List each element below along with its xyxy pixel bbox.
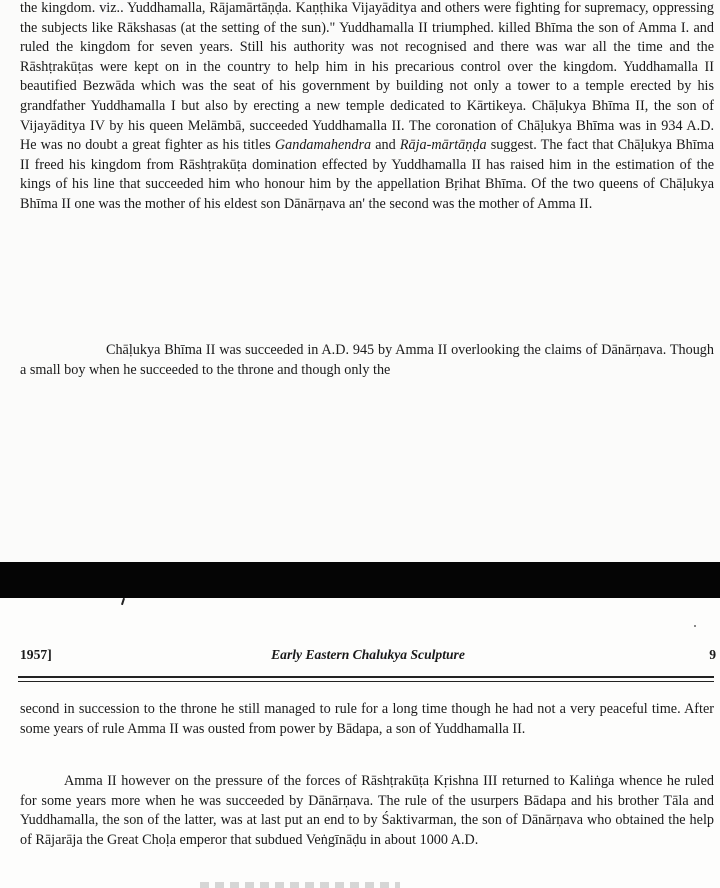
title-rajamartanda: Rāja-mārtāṇḍa bbox=[399, 137, 487, 154]
header-running-title: Early Eastern Chalukya Sculpture bbox=[271, 647, 465, 662]
lower-paragraph-2 bbox=[20, 772, 714, 850]
upper-paragraph-1 bbox=[20, 0, 714, 215]
lower-paragraph-1 bbox=[20, 700, 714, 739]
scan-speck-dot bbox=[694, 625, 696, 627]
scan-gap-band bbox=[0, 562, 720, 598]
upper-paragraph-1-text bbox=[20, 0, 714, 215]
upper-paragraph-2 bbox=[20, 341, 714, 380]
header-rule-thin bbox=[18, 681, 714, 682]
cut-off-next-line bbox=[200, 882, 400, 888]
header-rule-thick bbox=[18, 676, 714, 678]
lower-paragraph-2-text: Amma II however on the pressure of the forces of Rāshṭrakūṭa Kṛishna III returned to Kaliṅga whence he ruled for some years more when he was succeeded by Dānārṇava. The rule of the usurpers Bādapa and his brother Tāla and Yuddhamalla, the son of the latter, was at last put an end to by Śaktivarman, the son of Dānārṇava who obtained the help of Rājarāja the Great Choḷa emperor that subdued Veṅgīnāḍu in about 1000 A.D. bbox=[20, 773, 714, 848]
header-year: 1957] bbox=[20, 647, 52, 662]
upper-paragraph-1-body: the kingdom. viz.. Yuddhamalla, Rājamārtāṇḍa. Kaṇṭhika Vijayāditya and others were fighting for supremacy, oppressing the subjects like Rākshasas (at the setting of the sun)." Yuddhamalla II triumphed. killed Bhīma the son of Amma I. and ruled the kingdom for seven years. Still his authority was not recognised and there was war all the time and the Rāshṭrakūṭas were kept on in the country to help him in his precarious control over the kingdom. Yuddhamalla II beautified Bezwāda which was the seat of his government by building not only a tower to a temple erected by his grandfather Yuddhamalla I but also by erecting a new temple dedicated to Kārtikeya. Chāḷukya Bhīma II, the son of Vijayāditya IV by his queen Melāmbā, succeeded Yuddhamalla II. The coronation of Chāḷukya Bhīma was in 934 A.D. He was no doubt a great fighter as his titles bbox=[20, 0, 714, 154]
running-header bbox=[20, 647, 716, 669]
header-page-number: 9 bbox=[709, 647, 716, 662]
title-gandamahendra: Gandamahendra bbox=[274, 137, 372, 154]
upper-paragraph-2-text: Chāḷukya Bhīma II was succeeded in A.D. 945 by Amma II overlooking the claims of Dānārṇava. Though a small boy when he succeeded to the throne and though only the bbox=[20, 342, 714, 378]
connector-and: and bbox=[375, 137, 396, 154]
upper-paragraph-1-ending: suggest. The fact that Chāḷukya Bhīma II freed his kingdom from Rāshṭrakūṭa domination effected by Yuddhamalla II has raised him in the estimation of the kings of his line that succeeded him who honour him by the appellation Bṛihat Bhīma. Of the two queens of Chāḷukya Bhīma II one was the mother of his eldest son Dānārṇava an' the second was the mother of Amma II. bbox=[20, 137, 715, 212]
lower-paragraph-1-text: second in succession to the throne he still managed to rule for a long time though he had not a very peaceful time. After some years of rule Amma II was ousted from power by Bādapa, a son of Yuddhamalla II. bbox=[20, 701, 714, 737]
